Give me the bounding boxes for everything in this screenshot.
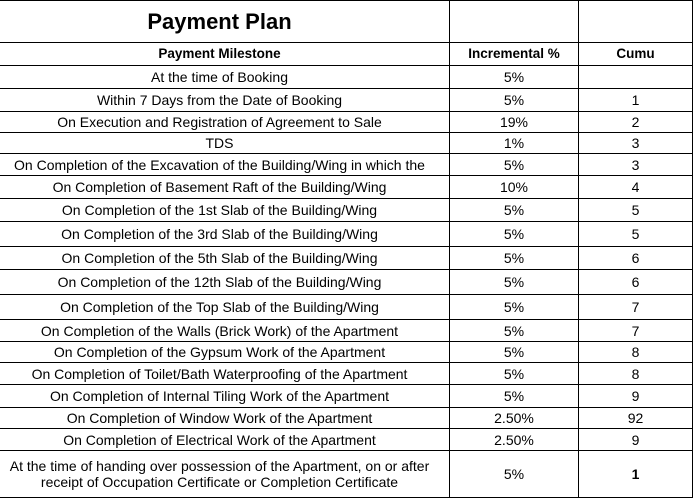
incremental-cell: 5% [450, 363, 579, 385]
cumulative-cell: 1 [579, 89, 693, 112]
table-row [0, 176, 693, 199]
milestone-cell: Within 7 Days from the Date of Booking [0, 89, 450, 112]
incremental-cell: 5% [450, 247, 579, 270]
table-row [0, 89, 693, 112]
table-row [0, 247, 693, 270]
table-row [0, 133, 693, 154]
milestone-line-1: At the time of handing over possession of the Apartment, on or after [9, 458, 430, 474]
milestone-cell: On Execution and Registration of Agreement to Sale [0, 112, 450, 133]
incremental-cell: 5% [450, 385, 579, 408]
title-blank-cell [579, 1, 693, 43]
cumulative-cell: 6 [579, 270, 693, 295]
incremental-cell: 1% [450, 133, 579, 154]
cumulative-cell: 7 [579, 320, 693, 342]
milestone-line-2: receipt of Occupation Certificate or Completion Certificate [40, 474, 399, 490]
milestone-cell: TDS [0, 133, 450, 154]
incremental-cell: 5% [450, 451, 579, 498]
header-payment-milestone: Payment Milestone [0, 43, 450, 66]
incremental-cell: 2.50% [450, 408, 579, 429]
header-incremental: Incremental % [450, 43, 579, 66]
milestone-cell: On Completion of the Gypsum Work of the Apartment [0, 342, 450, 363]
incremental-cell: 5% [450, 199, 579, 222]
table-row [0, 451, 693, 498]
cumulative-cell: 8 [579, 342, 693, 363]
table-row [0, 270, 693, 295]
cumulative-cell: 5 [579, 199, 693, 222]
milestone-cell [0, 451, 450, 498]
cumulative-cell: 9 [579, 385, 693, 408]
incremental-cell: 5% [450, 270, 579, 295]
table-row [0, 222, 693, 247]
milestone-cell: On Completion of the 1st Slab of the Building/Wing [0, 199, 450, 222]
table-row [0, 199, 693, 222]
incremental-cell: 5% [450, 222, 579, 247]
incremental-cell: 5% [450, 342, 579, 363]
table-row [0, 342, 693, 363]
table-row [0, 66, 693, 89]
incremental-cell: 19% [450, 112, 579, 133]
header-cumulative: Cumu [579, 43, 693, 66]
milestone-cell [0, 154, 450, 176]
milestone-cell: On Completion of the 5th Slab of the Building/Wing [0, 247, 450, 270]
cumulative-cell: 92 [579, 408, 693, 429]
table-title: Payment Plan [0, 1, 450, 43]
table-row [0, 385, 693, 408]
table-row [0, 154, 693, 176]
milestone-cell: On Completion of the Top Slab of the Building/Wing [0, 295, 450, 320]
incremental-cell: 5% [450, 154, 579, 176]
cumulative-cell: 3 [579, 133, 693, 154]
milestone-text: On Completion of the Excavation of the Building/Wing in which the [14, 156, 425, 173]
table-row [0, 363, 693, 385]
cumulative-cell: 4 [579, 176, 693, 199]
table-row [0, 408, 693, 429]
cumulative-cell: 2 [579, 112, 693, 133]
header-row [0, 43, 693, 66]
milestone-cell: On Completion of Electrical Work of the Apartment [0, 429, 450, 451]
title-row [0, 1, 693, 43]
incremental-cell: 5% [450, 295, 579, 320]
incremental-cell: 5% [450, 89, 579, 112]
milestone-cell: On Completion of Basement Raft of the Building/Wing [0, 176, 450, 199]
cumulative-cell: 1 [579, 451, 693, 498]
cumulative-cell: 7 [579, 295, 693, 320]
cumulative-cell: 5 [579, 222, 693, 247]
cumulative-cell: 6 [579, 247, 693, 270]
cumulative-cell: 3 [579, 154, 693, 176]
milestone-cell: On Completion of the Walls (Brick Work) of the Apartment [0, 320, 450, 342]
milestone-cell: On Completion of Toilet/Bath Waterproofing of the Apartment [0, 363, 450, 385]
milestone-cell: At the time of Booking [0, 66, 450, 89]
milestone-cell: On Completion of the 3rd Slab of the Building/Wing [0, 222, 450, 247]
cumulative-cell [579, 66, 693, 89]
milestone-cell: On Completion of Internal Tiling Work of the Apartment [0, 385, 450, 408]
cumulative-cell: 9 [579, 429, 693, 451]
table-row [0, 429, 693, 451]
cumulative-cell: 8 [579, 363, 693, 385]
table-row [0, 320, 693, 342]
table-row [0, 295, 693, 320]
incremental-cell: 2.50% [450, 429, 579, 451]
table-row [0, 112, 693, 133]
milestone-cell: On Completion of Window Work of the Apartment [0, 408, 450, 429]
incremental-cell: 10% [450, 176, 579, 199]
milestone-cell: On Completion of the 12th Slab of the Building/Wing [0, 270, 450, 295]
incremental-cell: 5% [450, 66, 579, 89]
incremental-cell: 5% [450, 320, 579, 342]
title-blank-cell [450, 1, 579, 43]
